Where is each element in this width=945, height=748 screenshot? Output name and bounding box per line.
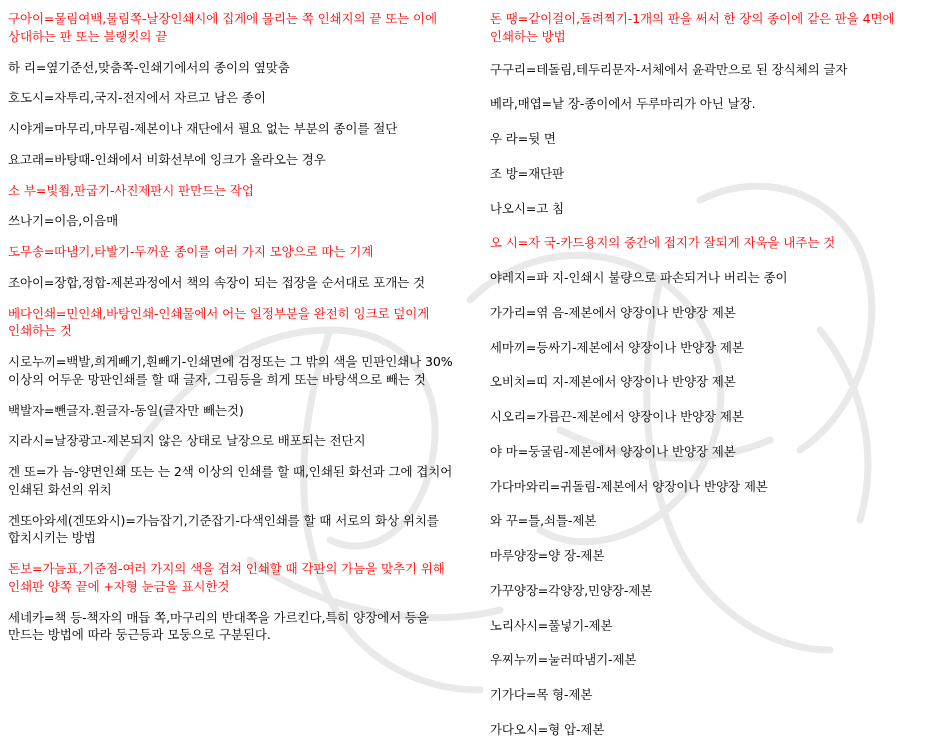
left-column: [8, 10, 478, 742]
glossary-entry: 세네카=책 등-책자의 매듭 쪽,마구리의 반대쪽을 가르킨다,특히 양장에서 등을 만드는 방법에 따라 둥근등과 모둥으로 구분된다.: [8, 609, 429, 643]
glossary-entry: 가다오시=형 압-제본: [489, 721, 605, 737]
glossary-entry: 도무송=따냄기,타발기-두꺼운 종이를 여러 가지 모양으로 따는 기계: [8, 244, 374, 259]
glossary-entry: 베다인쇄=민인쇄,바탕인쇄-인쇄물에서 어는 일정부분을 완전히 잉크로 덮이게 인쇄하는 것: [8, 305, 430, 339]
glossary-entry: 마루양장=양 장-제본: [489, 548, 605, 563]
glossary-entry: 하 리=옆기준선,맞춤쪽-인쇄기에서의 종이의 옆맞춤: [8, 59, 290, 75]
glossary-entry: 우 라=뒷 면: [489, 131, 556, 146]
glossary-entry: 구구리=테돌림,테두리문자-서체에서 윤곽만으로 된 장식체의 글자: [489, 61, 848, 77]
glossary-entry: 호도시=자투리,국지-전지에서 자르고 남은 종이: [8, 90, 266, 106]
glossary-entry: 가다마와리=귀돌림-제본에서 양장이나 반양장 제본: [489, 478, 768, 494]
glossary-entry: 돈 땡=같이걸이,돌려찍기-1개의 판을 써서 한 장의 종이에 같은 판을 4면에 인쇄하는 방법: [489, 11, 895, 44]
glossary-entry: 조 방=재단판: [489, 165, 565, 181]
glossary-entry: 백발자=뺀글자.흰글자-동일(글자만 빼는것): [8, 402, 244, 418]
glossary-entry: 세마끼=등싸기-제본에서 양장이나 반양장 제본: [489, 339, 744, 355]
glossary-entry: 겐 또=가 늠-양면인쇄 또는 는 2색 이상의 인쇄를 할 때,인쇄된 화선과 그에 겹치어 인쇄된 화선의 위치: [8, 464, 453, 497]
glossary-entry: 쓰나기=이음,이음매: [8, 213, 119, 229]
glossary-entry: 베라,매엽=낱 장-종이에서 두루마리가 아닌 날장.: [489, 96, 756, 112]
glossary-entry: 오비치=띠 지-제본에서 양장이나 반양장 제본: [489, 374, 736, 390]
glossary-entry: 우찌누끼=눌러따냄기-제본: [489, 652, 637, 668]
glossary-entry: 돈보=가늠표,기준점-여러 가지의 색을 겹쳐 인쇄할 때 각판의 가늠을 맞추기 위해 인쇄판 양쪽 끝에 +자형 눈금을 표시한것: [8, 561, 445, 594]
glossary-entry: 시오리=가름끈-제본에서 양장이나 반양장 제본: [489, 409, 744, 424]
glossary-entry: 요고래=바탕때-인쇄에서 비화선부에 잉크가 올라오는 경우: [8, 151, 326, 167]
glossary-entry: 가가리=엮 음-제본에서 양장이나 반양장 제본: [489, 304, 736, 320]
glossary-entry: 노리사시=풀넣기-제본: [489, 617, 613, 633]
glossary-entry: 시야게=마무리,마무림-제본이나 재단에서 필요 없는 부분의 종이를 절단: [8, 121, 398, 136]
right-column: [478, 10, 937, 742]
glossary-entry: 가꾸양장=각양장,민양장-제본: [489, 582, 653, 598]
glossary-entry: 소 부=빛쬠,판굽기-사진제판시 판만드는 작업: [8, 182, 254, 198]
glossary-entry: 지라시=날장광고-제본되지 않은 상태로 날장으로 배포되는 전단지: [8, 433, 366, 449]
glossary-entry: 겐또아와세(겐또와시)=가늠잡기,기준잡기-다색인쇄를 할 때 서로의 화상 위치를 합치시키는 방법: [8, 512, 439, 546]
glossary-entry: 와 꾸=틀,쇠틀-제본: [489, 513, 597, 529]
glossary-entry: 야레지=파 지-인쇄시 불량으로 파손되거나 버리는 종이: [489, 270, 788, 285]
glossary-entry: 시로누끼=백발,희게빼기,흰빼기-인쇄면에 검정또는 그 밖의 색을 민판인쇄나 30%이상의 어두운 망판인쇄를 할 때 글자, 그림등을 희게 또는 바탕색으로 빼는 것: [8, 354, 453, 387]
glossary-entry: 야 마=둥굴림-제본에서 양장이나 반양장 제본: [489, 443, 736, 459]
glossary-entry: 조아이=장합,정합-제본과정에서 책의 속장이 되는 접장을 순서대로 포개는 것: [8, 274, 425, 290]
glossary-entry: 오 시=자 국-카드용지의 중간에 접지가 잘되게 자욱을 내주는 것: [489, 235, 836, 251]
glossary-entry: 나오시=고 침: [489, 200, 565, 216]
glossary-entry: 구아이=물림여백,물림쪽-날장인쇄시에 집게에 물리는 쪽 인쇄지의 끝 또는 이에 상대하는 판 또는 블랭킷의 끝: [8, 11, 437, 44]
glossary-entry: 기가다=목 형-제본: [489, 687, 593, 702]
